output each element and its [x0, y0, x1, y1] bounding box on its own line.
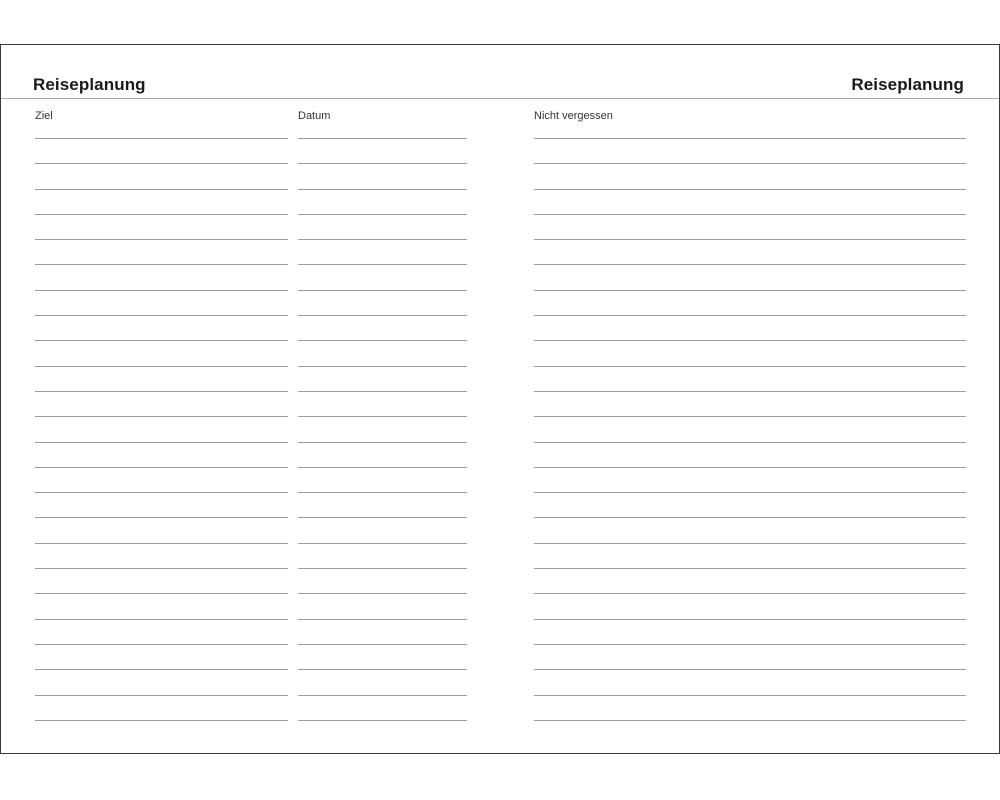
writing-line: [35, 442, 288, 443]
writing-line: [298, 695, 467, 696]
writing-line: [35, 416, 288, 417]
writing-line: [534, 720, 966, 721]
writing-line: [35, 492, 288, 493]
page-title-right: Reiseplanung: [851, 75, 964, 94]
writing-line: [35, 720, 288, 721]
writing-line: [298, 669, 467, 670]
writing-line: [298, 416, 467, 417]
writing-line: [35, 214, 288, 215]
writing-line: [35, 568, 288, 569]
writing-line: [534, 467, 966, 468]
writing-line: [35, 467, 288, 468]
writing-line: [35, 163, 288, 164]
writing-line: [534, 669, 966, 670]
writing-line: [298, 264, 467, 265]
writing-line: [298, 340, 467, 341]
writing-line: [35, 391, 288, 392]
writing-line: [298, 467, 467, 468]
column-ziel: [35, 109, 288, 745]
writing-line: [534, 391, 966, 392]
writing-line: [35, 290, 288, 291]
writing-line: [534, 442, 966, 443]
column-nicht-vergessen: [534, 109, 966, 745]
writing-line: [298, 163, 467, 164]
writing-line: [298, 290, 467, 291]
writing-line: [298, 442, 467, 443]
planner-page: [0, 44, 1000, 754]
writing-line: [534, 163, 966, 164]
writing-line: [298, 214, 467, 215]
writing-line: [534, 492, 966, 493]
writing-line: [298, 315, 467, 316]
writing-line: [298, 517, 467, 518]
writing-line: [534, 593, 966, 594]
writing-line: [534, 340, 966, 341]
header-divider: [1, 98, 999, 99]
writing-lines-ziel: [35, 138, 288, 721]
writing-line: [534, 568, 966, 569]
writing-line: [534, 517, 966, 518]
writing-lines-nicht-vergessen: [534, 138, 966, 721]
writing-line: [298, 543, 467, 544]
writing-line: [35, 543, 288, 544]
writing-line: [298, 239, 467, 240]
writing-line: [35, 366, 288, 367]
column-label-datum: Datum: [298, 110, 331, 122]
writing-line: [534, 189, 966, 190]
writing-line: [534, 619, 966, 620]
writing-line: [35, 264, 288, 265]
writing-line: [298, 619, 467, 620]
writing-line: [35, 340, 288, 341]
writing-line: [534, 138, 966, 139]
writing-line: [298, 391, 467, 392]
column-label-nicht-vergessen: Nicht vergessen: [534, 110, 613, 122]
column-label-ziel: Ziel: [35, 110, 53, 122]
writing-line: [534, 264, 966, 265]
writing-line: [35, 695, 288, 696]
writing-line: [534, 214, 966, 215]
column-datum: [298, 109, 467, 745]
writing-line: [298, 138, 467, 139]
writing-line: [534, 239, 966, 240]
writing-line: [534, 315, 966, 316]
writing-line: [298, 492, 467, 493]
writing-line: [298, 644, 467, 645]
writing-line: [298, 189, 467, 190]
writing-lines-datum: [298, 138, 467, 721]
writing-line: [534, 416, 966, 417]
writing-line: [35, 239, 288, 240]
writing-line: [35, 517, 288, 518]
writing-line: [35, 644, 288, 645]
writing-line: [35, 593, 288, 594]
writing-line: [298, 366, 467, 367]
writing-line: [298, 568, 467, 569]
writing-line: [534, 644, 966, 645]
writing-line: [35, 669, 288, 670]
writing-line: [534, 290, 966, 291]
writing-line: [534, 695, 966, 696]
writing-line: [534, 543, 966, 544]
writing-line: [298, 593, 467, 594]
page-title-left: Reiseplanung: [33, 75, 146, 94]
writing-line: [534, 366, 966, 367]
writing-line: [35, 189, 288, 190]
writing-line: [298, 720, 467, 721]
writing-line: [35, 138, 288, 139]
writing-line: [35, 315, 288, 316]
writing-line: [35, 619, 288, 620]
